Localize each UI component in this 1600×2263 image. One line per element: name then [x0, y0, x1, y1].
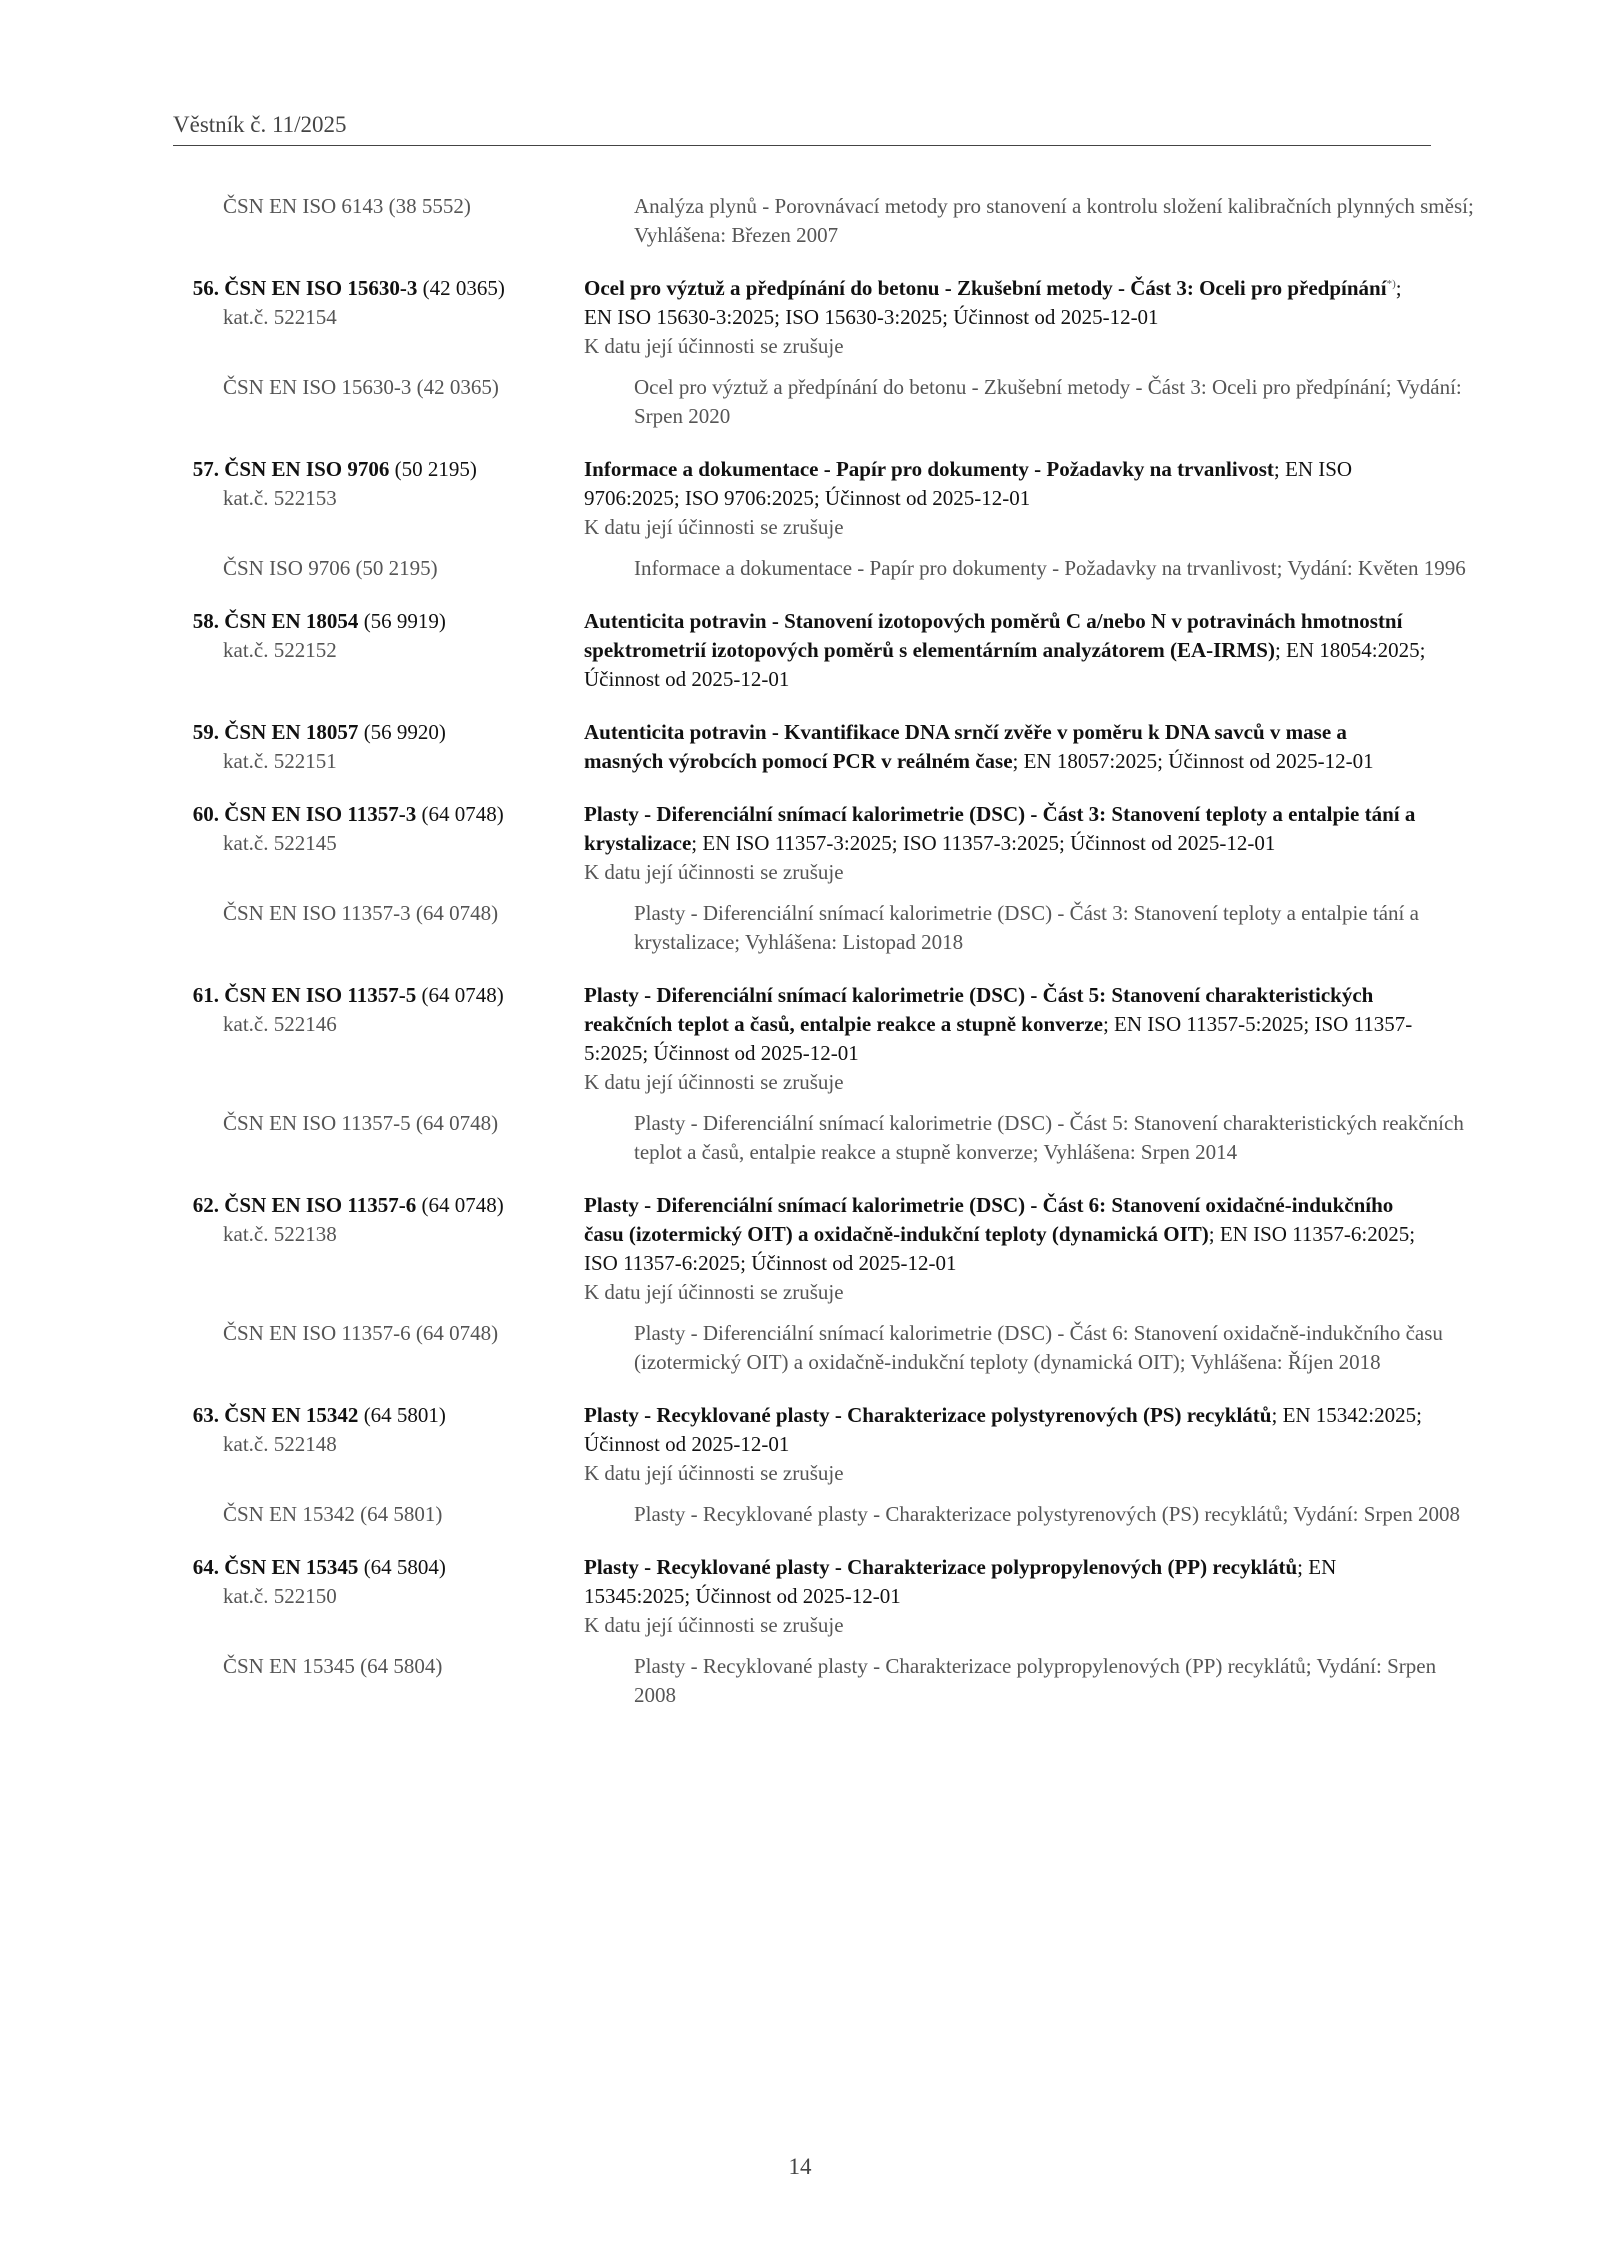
replaced-standard-row — [173, 192, 1474, 250]
entry-56 — [173, 274, 1462, 431]
entry-58 — [173, 607, 1431, 694]
entry-number: 57. — [192, 457, 219, 481]
standard-details: ; EN ISO 11357-6:2025; ISO 11357-6:2025; Účinnost od 2025-12-01 — [584, 1222, 1416, 1275]
standard-title: Plasty - Recyklované plasty - Charakterizace polystyrenových (PS) recyklátů — [584, 1403, 1272, 1427]
catalog-number: kat.č. 522152 — [223, 638, 337, 662]
footnote-mark: *) — [1386, 278, 1396, 290]
standard-code: ČSN EN ISO 11357-3 — [224, 802, 417, 826]
replaced-standard-row — [173, 899, 1431, 957]
catalog-number: kat.č. 522148 — [223, 1432, 337, 1456]
catalog-number: kat.č. 522145 — [223, 831, 337, 855]
class-number: (42 0365) — [422, 276, 505, 300]
replaced-code: ČSN EN ISO 11357-5 (64 0748) — [223, 1111, 499, 1135]
replaced-text: Plasty - Recyklované plasty - Charakterizace polypropylenových (PP) recyklátů; Vydání: Srpen 2008 — [634, 1654, 1437, 1707]
standard-details: ; EN 18054:2025; Účinnost od 2025-12-01 — [584, 638, 1426, 691]
catalog-number: kat.č. 522150 — [223, 1584, 337, 1608]
replaced-text: Analýza plynů - Porovnávací metody pro stanovení a kontrolu složení kalibračních plynných směsí; Vyhlášena: Březen 2007 — [634, 194, 1474, 247]
entry-number: 60. — [192, 802, 219, 826]
replaced-text: Plasty - Diferenciální snímací kalorimetrie (DSC) - Část 5: Stanovení charakteristických reakčních teplot a časů, entalpie reakce a stupně konverze; Vyhlášena: Srpen 2014 — [634, 1111, 1464, 1164]
replaced-text: Plasty - Recyklované plasty - Charakterizace polystyrenových (PS) recyklátů; Vydání: Srpen 2008 — [634, 1502, 1460, 1526]
replaced-text: Plasty - Diferenciální snímací kalorimetrie (DSC) - Část 6: Stanovení oxidačně-indukčního času (izotermický OIT) a oxidačně-indukční teploty (dynamická OIT); Vyhlášena: Říjen 2018 — [634, 1321, 1443, 1374]
standard-title: Plasty - Diferenciální snímací kalorimetrie (DSC) - Část 6: Stanovení oxidačné-indukčního času (izotermický OIT) a oxidačně-indukční teploty (dynamická OIT) — [584, 1193, 1394, 1246]
replaced-code: ČSN EN 15342 (64 5801) — [223, 1502, 443, 1526]
standard-title: Plasty - Recyklované plasty - Charakterizace polypropylenových (PP) recyklátů — [584, 1555, 1298, 1579]
standard-details: ; EN ISO 9706:2025; ISO 9706:2025; Účinnost od 2025-12-01 — [584, 457, 1353, 510]
entry-63 — [173, 1401, 1460, 1529]
replaced-code: ČSN EN ISO 6143 (38 5552) — [223, 194, 471, 218]
replaced-text: Ocel pro výztuž a předpínání do betonu - Zkušební metody - Část 3: Oceli pro předpínání; Vydání: Srpen 2020 — [634, 375, 1462, 428]
entry-top — [173, 192, 1474, 250]
new-standard-row — [173, 981, 1431, 1097]
standard-title: Autenticita potravin - Kvantifikace DNA srnčí zvěře v poměru k DNA savců v mase a masných výrobcích pomocí PCR v reálném čase — [584, 720, 1347, 773]
repeal-note: K datu její účinnosti se zrušuje — [584, 860, 844, 884]
standard-details: ; EN ISO 11357-5:2025; ISO 11357-5:2025; Účinnost od 2025-12-01 — [584, 1012, 1413, 1065]
standard-code: ČSN EN 18054 — [224, 609, 359, 633]
repeal-note: K datu její účinnosti se zrušuje — [584, 515, 844, 539]
replaced-code: ČSN ISO 9706 (50 2195) — [223, 556, 438, 580]
page-number: 14 — [788, 2154, 812, 2179]
replaced-code: ČSN EN ISO 11357-3 (64 0748) — [223, 901, 499, 925]
standard-code: ČSN EN ISO 15630-3 — [224, 276, 418, 300]
catalog-number: kat.č. 522154 — [223, 305, 337, 329]
standard-code: ČSN EN 18057 — [224, 720, 359, 744]
new-standard-row — [173, 1401, 1431, 1488]
standard-title: Ocel pro výztuž a předpínání do betonu - Zkušební metody - Část 3: Oceli pro předpínání — [584, 276, 1387, 300]
standard-title: Plasty - Diferenciální snímací kalorimetrie (DSC) - Část 5: Stanovení charakteristických reakčních teplot a časů, entalpie reakce a stupně konverze — [584, 983, 1374, 1036]
replaced-code: ČSN EN 15345 (64 5804) — [223, 1654, 443, 1678]
standard-details: ; EN 18057:2025; Účinnost od 2025-12-01 — [1012, 749, 1374, 773]
entry-61 — [173, 981, 1464, 1167]
class-number: (64 0748) — [421, 1193, 504, 1217]
replaced-text: Informace a dokumentace - Papír pro dokumenty - Požadavky na trvanlivost; Vydání: Květen 1996 — [634, 556, 1466, 580]
entry-number: 62. — [192, 1193, 219, 1217]
standards-list — [173, 192, 1474, 1734]
class-number: (56 9920) — [363, 720, 446, 744]
entry-59 — [173, 718, 1431, 776]
replaced-standard-row — [173, 1109, 1464, 1167]
repeal-note: K datu její účinnosti se zrušuje — [584, 1280, 844, 1304]
class-number: (50 2195) — [394, 457, 477, 481]
standard-title: Informace a dokumentace - Papír pro dokumenty - Požadavky na trvanlivost — [584, 457, 1274, 481]
replaced-standard-row — [173, 1500, 1460, 1529]
repeal-note: K datu její účinnosti se zrušuje — [584, 1461, 844, 1485]
repeal-note: K datu její účinnosti se zrušuje — [584, 1070, 844, 1094]
replaced-standard-row — [173, 554, 1466, 583]
entry-number: 59. — [192, 720, 219, 744]
entry-62 — [173, 1191, 1443, 1377]
entry-60 — [173, 800, 1431, 957]
repeal-note: K datu její účinnosti se zrušuje — [584, 334, 844, 358]
entry-number: 61. — [192, 983, 219, 1007]
entry-number: 58. — [192, 609, 219, 633]
header-rule — [173, 145, 1431, 146]
standard-title: Plasty - Diferenciální snímací kalorimetrie (DSC) - Část 3: Stanovení teploty a entalpie tání a krystalizace — [584, 802, 1416, 855]
catalog-number: kat.č. 522138 — [223, 1222, 337, 1246]
replaced-code: ČSN EN ISO 11357-6 (64 0748) — [223, 1321, 499, 1345]
catalog-number: kat.č. 522151 — [223, 749, 337, 773]
catalog-number: kat.č. 522146 — [223, 1012, 337, 1036]
standard-code: ČSN EN ISO 11357-6 — [224, 1193, 417, 1217]
repeal-note: K datu její účinnosti se zrušuje — [584, 1613, 844, 1637]
replaced-code: ČSN EN ISO 15630-3 (42 0365) — [223, 375, 499, 399]
replaced-standard-row — [173, 1319, 1443, 1377]
entry-number: 64. — [192, 1555, 219, 1579]
standard-details: ; EN ISO 11357-3:2025; ISO 11357-3:2025; Účinnost od 2025-12-01 — [691, 831, 1276, 855]
new-standard-row — [173, 1191, 1431, 1307]
class-number: (64 0748) — [421, 802, 504, 826]
entry-number: 63. — [192, 1403, 219, 1427]
new-standard-row — [173, 455, 1431, 542]
standard-details: ; EN 15342:2025; Účinnost od 2025-12-01 — [584, 1403, 1422, 1456]
standard-code: ČSN EN 15342 — [224, 1403, 359, 1427]
replaced-standard-row — [173, 1652, 1437, 1710]
catalog-number: kat.č. 522153 — [223, 486, 337, 510]
class-number: (64 5804) — [363, 1555, 446, 1579]
new-standard-row — [173, 607, 1431, 694]
class-number: (64 0748) — [421, 983, 504, 1007]
standard-title: Autenticita potravin - Stanovení izotopových poměrů C a/nebo N v potravinách hmotnostní spektrometrií izotopových poměrů s elementárním analyzátorem (EA-IRMS) — [584, 609, 1403, 662]
replaced-text: Plasty - Diferenciální snímací kalorimetrie (DSC) - Část 3: Stanovení teploty a entalpie tání a krystalizace; Vyhlášena: Listopad 2018 — [634, 901, 1419, 954]
new-standard-row — [173, 1553, 1431, 1640]
standard-code: ČSN EN 15345 — [224, 1555, 359, 1579]
replaced-standard-row — [173, 373, 1462, 431]
standard-details: ; EN 15345:2025; Účinnost od 2025-12-01 — [584, 1555, 1337, 1608]
entry-57 — [173, 455, 1466, 583]
entry-number: 56. — [192, 276, 219, 300]
page-header: Věstník č. 11/2025 — [173, 112, 347, 137]
class-number: (64 5801) — [363, 1403, 446, 1427]
entry-64 — [173, 1553, 1437, 1710]
standard-code: ČSN EN ISO 9706 — [224, 457, 390, 481]
class-number: (56 9919) — [363, 609, 446, 633]
standard-details: ; EN ISO 15630-3:2025; ISO 15630-3:2025; Účinnost od 2025-12-01 — [584, 276, 1402, 329]
new-standard-row — [173, 718, 1431, 776]
new-standard-row — [173, 800, 1431, 887]
standard-code: ČSN EN ISO 11357-5 — [224, 983, 417, 1007]
new-standard-row — [173, 274, 1431, 361]
